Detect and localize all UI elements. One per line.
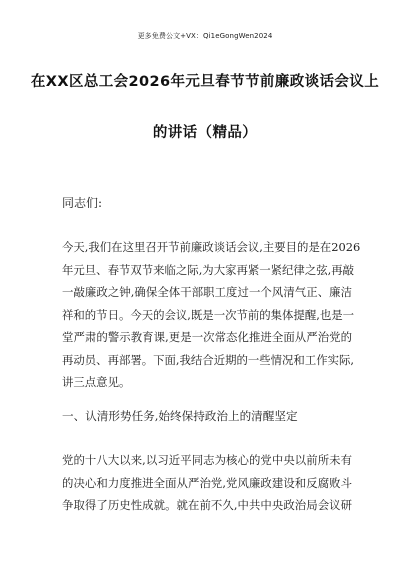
paragraph-line: 今天,我们在这里召开节前廉政谈话会议,主要目的是在2026: [62, 240, 361, 254]
paragraph-line: 再动员、再部署。下面,我结合近期的一些情况和工作实际,: [62, 352, 355, 367]
header-note: 更多免费公文+VX：Qi1eGongWen2024: [137, 32, 273, 40]
paragraph-line: 年元旦、春节双节来临之际,为大家再紧一紧纪律之弦,再敲: [62, 262, 355, 277]
document-title-line-1: 在XX区总工会2026年元旦春节节前廉政谈话会议上: [30, 74, 380, 90]
paragraph-line: 讲三点意见。: [62, 375, 131, 389]
paragraph-line: 党的十八大以来,以习近平同志为核心的党中央以前所未有: [62, 453, 352, 467]
paragraph-section-one: [62, 449, 352, 517]
paragraph-line: 争取得了历史性成就。就在前不久,中共中央政治局会议研: [62, 498, 352, 512]
salutation: 同志们:: [62, 196, 103, 210]
paragraph-line: 的决心和力度推进全面从严治党,党风廉政建设和反腐败斗: [62, 475, 352, 490]
paragraph-opening: [62, 236, 361, 394]
paragraph-line: 一敲廉政之钟,确保全体干部职工度过一个风清气正、廉洁: [62, 285, 352, 299]
document-title-line-2: 的讲话（精品）: [152, 125, 258, 141]
paragraph-line: 堂严肃的警示教育课,更是一次常态化推进全面从严治党的: [62, 330, 352, 344]
section-heading: 一、认清形势任务,始终保持政治上的清醒坚定: [62, 409, 298, 423]
paragraph-line: 祥和的节日。今天的会议,既是一次节前的集体提醒,也是一: [62, 307, 355, 322]
